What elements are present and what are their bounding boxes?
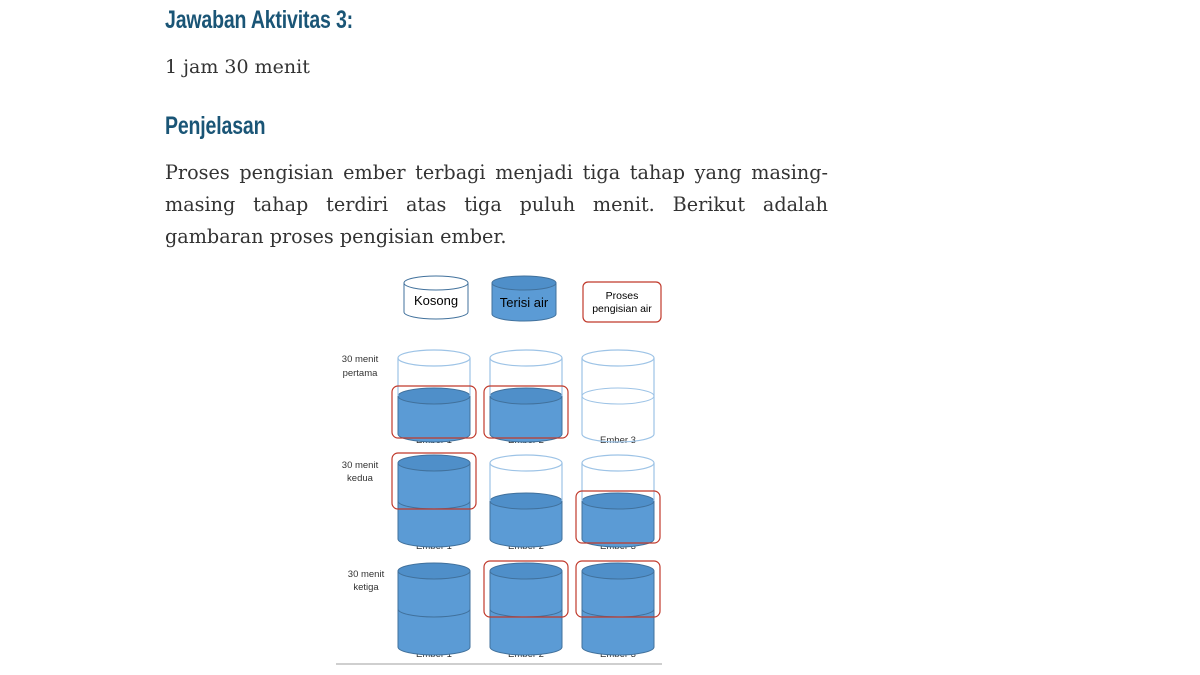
water-body [398, 463, 470, 547]
buckets-layer [392, 350, 660, 655]
water-surface [582, 493, 654, 509]
bucket-stage-1-3 [582, 350, 654, 442]
legend-filled-label: Terisi air [499, 295, 549, 310]
bucket-stage-2-1 [392, 453, 476, 547]
bucket-rim [398, 350, 470, 366]
answer-text: 1 jam 30 menit [165, 56, 310, 78]
legend-empty-label: Kosong [413, 293, 459, 308]
water-body [398, 571, 470, 655]
water-surface [398, 388, 470, 404]
water-surface [490, 563, 562, 579]
stage-3-label-line2: ketiga [353, 582, 379, 593]
stage-2-label-line2: kedua [347, 473, 373, 484]
bucket-stage-3-3 [576, 561, 660, 655]
bucket-stage-2-2 [490, 455, 562, 547]
bucket-stage-3-2 [484, 561, 568, 655]
bucket-filling-figure [330, 268, 670, 674]
bucket-diagram [330, 268, 670, 670]
explanation-heading: Penjelasan [165, 112, 266, 140]
water-surface [582, 563, 654, 579]
stage-2-label-line1: 30 menit [341, 460, 379, 471]
legend-process [583, 282, 661, 322]
stage-3-label-line1: 30 menit [347, 569, 385, 580]
bucket-rim [582, 350, 654, 366]
bucket-stage-1-1 [392, 350, 476, 442]
activity-answer-heading: Jawaban Aktivitas 3: [165, 6, 353, 34]
legend-empty [404, 276, 468, 319]
legend-process-line1: Proses [605, 290, 639, 302]
bucket-midline [582, 388, 654, 404]
bucket-stage-3-1 [398, 563, 470, 655]
bucket-rim [490, 350, 562, 366]
legend-process-line2: pengisian air [592, 303, 652, 315]
stage-1-label-line2: pertama [342, 368, 378, 379]
water-body [582, 571, 654, 655]
stage-1-label-line1: 30 menit [341, 354, 379, 365]
bucket-rim [582, 455, 654, 471]
water-surface [398, 563, 470, 579]
stage-1-bucket-3-name: Ember 3 [600, 435, 636, 446]
bucket-stage-2-3 [576, 455, 660, 547]
explanation-paragraph: Proses pengisian ember terbagi menjadi tiga tahap yang masing-masing tahap terdiri atas tiga puluh menit. Berikut adalah gambaran proses pengisian ember. [165, 161, 828, 248]
water-surface [490, 493, 562, 509]
bucket-stage-1-2 [484, 350, 568, 442]
water-surface [490, 388, 562, 404]
legend-filled [492, 276, 556, 321]
bucket-rim [490, 455, 562, 471]
water-body [490, 571, 562, 655]
water-surface [398, 455, 470, 471]
